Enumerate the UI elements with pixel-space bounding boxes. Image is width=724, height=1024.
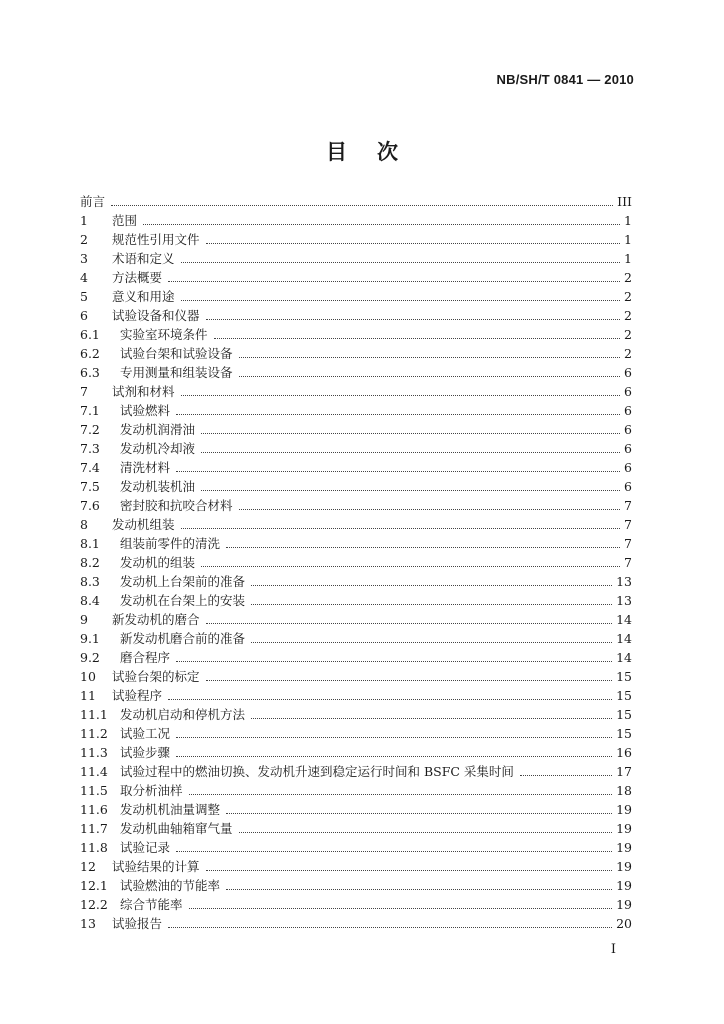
toc-entry-label: 前言 — [80, 194, 106, 209]
toc-entry[interactable] — [80, 382, 632, 401]
toc-leader-dots — [176, 736, 612, 738]
toc-leader-dots — [176, 470, 620, 472]
toc-entry-number: 6.3 — [80, 365, 100, 380]
toc-entry-page: 1 — [624, 213, 632, 228]
toc-entry[interactable] — [80, 363, 632, 382]
toc-entry-number: 7.2 — [80, 422, 100, 437]
toc-entry-page: 2 — [624, 270, 632, 285]
toc-entry-number: 12 — [80, 859, 96, 874]
toc-leader-dots — [189, 793, 613, 795]
toc-entry-page: 6 — [624, 460, 632, 475]
toc-entry-number: 7.5 — [80, 479, 100, 494]
toc-leader-dots — [168, 698, 612, 700]
toc-entry-number: 6 — [80, 308, 88, 323]
toc-leader-dots — [181, 394, 620, 396]
toc-entry[interactable] — [80, 249, 632, 268]
toc-entry[interactable] — [80, 515, 632, 534]
toc-entry-label: 磨合程序 — [120, 650, 171, 665]
toc-leader-dots — [176, 660, 612, 662]
toc-entry-number: 2 — [80, 232, 88, 247]
toc-entry-page: 19 — [616, 802, 632, 817]
toc-entry-label: 试验设备和仪器 — [112, 308, 200, 323]
toc-entry-label: 综合节能率 — [120, 897, 183, 912]
toc-entry-number: 11.1 — [80, 707, 108, 722]
toc-entry[interactable] — [80, 705, 632, 724]
toc-entry-page: 7 — [624, 517, 632, 532]
toc-entry[interactable] — [80, 819, 632, 838]
toc-entry[interactable] — [80, 914, 632, 933]
toc-entry-number: 7.4 — [80, 460, 100, 475]
toc-entry-number: 12.2 — [80, 897, 108, 912]
toc-entry[interactable] — [80, 667, 632, 686]
toc-entry-label: 试验步骤 — [120, 745, 171, 760]
toc-entry[interactable] — [80, 553, 632, 572]
toc-entry-page: 6 — [624, 441, 632, 456]
toc-entry[interactable] — [80, 686, 632, 705]
toc-entry-label: 试验程序 — [112, 688, 163, 703]
toc-entry-label: 密封胶和抗咬合材料 — [120, 498, 233, 513]
toc-entry[interactable] — [80, 743, 632, 762]
toc-leader-dots — [176, 850, 612, 852]
toc-entry-label: 试验结果的计算 — [112, 859, 200, 874]
toc-entry[interactable] — [80, 800, 632, 819]
toc-entry-page: 2 — [624, 308, 632, 323]
toc-leader-dots — [168, 280, 620, 282]
toc-entry[interactable] — [80, 401, 632, 420]
toc-leader-dots — [189, 907, 613, 909]
toc-entry-number: 10 — [80, 669, 96, 684]
toc-entry-label: 发动机冷却液 — [120, 441, 196, 456]
toc-entry-page: 14 — [616, 650, 632, 665]
toc-entry-label: 试验报告 — [112, 916, 163, 931]
toc-entry-page: 17 — [616, 764, 632, 779]
toc-entry-number: 13 — [80, 916, 96, 931]
toc-entry-page: 2 — [624, 289, 632, 304]
toc-entry-label: 术语和定义 — [112, 251, 175, 266]
toc-entry-number: 11.2 — [80, 726, 108, 741]
toc-entry-page: 19 — [616, 840, 632, 855]
toc-entry-number: 7.1 — [80, 403, 100, 418]
toc-entry-label: 新发动机磨合前的准备 — [120, 631, 246, 646]
toc-entry-label: 试验记录 — [120, 840, 171, 855]
toc-entry-label: 试验工况 — [120, 726, 171, 741]
toc-leader-dots — [143, 223, 620, 225]
toc-leader-dots — [201, 489, 620, 491]
toc-leader-dots — [226, 546, 620, 548]
toc-entry-label: 发动机润滑油 — [120, 422, 196, 437]
toc-entry-page: 19 — [616, 821, 632, 836]
toc-entry-label: 试验燃油的节能率 — [120, 878, 221, 893]
toc-leader-dots — [206, 318, 620, 320]
toc-entry[interactable] — [80, 610, 632, 629]
toc-leader-dots — [206, 622, 613, 624]
toc-entry-label: 发动机机油量调整 — [120, 802, 221, 817]
toc-entry-page: 14 — [616, 631, 632, 646]
toc-entry-page: 6 — [624, 403, 632, 418]
toc-entry-label: 清洗材料 — [120, 460, 171, 475]
toc-entry-page: 6 — [624, 479, 632, 494]
toc-entry-page: 6 — [624, 365, 632, 380]
toc-leader-dots — [214, 337, 620, 339]
toc-entry[interactable] — [80, 762, 632, 781]
toc-entry-label: 发动机启动和停机方法 — [120, 707, 246, 722]
toc-entry-label: 试验台架和试验设备 — [120, 346, 233, 361]
toc-leader-dots — [251, 584, 612, 586]
toc-entry[interactable] — [80, 857, 632, 876]
toc-entry[interactable] — [80, 534, 632, 553]
toc-entry[interactable] — [80, 895, 632, 914]
toc-leader-dots — [251, 641, 612, 643]
toc-entry-label: 试验过程中的燃油切换、发动机升速到稳定运行时间和 BSFC 采集时间 — [120, 764, 514, 779]
toc-entry-number: 4 — [80, 270, 88, 285]
toc-entry-label: 规范性引用文件 — [112, 232, 200, 247]
toc-entry[interactable] — [80, 591, 632, 610]
toc-entry-number: 8.1 — [80, 536, 100, 551]
toc-leader-dots — [201, 432, 620, 434]
toc-entry-page: 19 — [616, 859, 632, 874]
toc-entry-number: 11.3 — [80, 745, 108, 760]
toc-entry-page: 15 — [616, 707, 632, 722]
toc-entry-number: 8.2 — [80, 555, 100, 570]
toc-entry[interactable] — [80, 420, 632, 439]
toc-leader-dots — [251, 717, 612, 719]
toc-entry-page: III — [617, 194, 632, 209]
toc-entry-number: 6.2 — [80, 346, 100, 361]
toc-entry-number: 8.4 — [80, 593, 100, 608]
toc-entry-page: 19 — [616, 897, 632, 912]
toc-entry-page: 2 — [624, 346, 632, 361]
toc-entry-page: 16 — [616, 745, 632, 760]
toc-entry-page: 6 — [624, 384, 632, 399]
toc-entry[interactable] — [80, 287, 632, 306]
toc-entry-number: 11.7 — [80, 821, 108, 836]
toc-entry[interactable] — [80, 268, 632, 287]
toc-leader-dots — [181, 299, 620, 301]
toc-entry-number: 9 — [80, 612, 88, 627]
toc-entry-label: 发动机上台架前的准备 — [120, 574, 246, 589]
toc-entry[interactable] — [80, 211, 632, 230]
toc-entry[interactable] — [80, 344, 632, 363]
toc-leader-dots — [176, 755, 612, 757]
toc-leader-dots — [226, 812, 612, 814]
toc-entry-page: 13 — [616, 574, 632, 589]
toc-leader-dots — [226, 888, 612, 890]
toc-entry-number: 11 — [80, 688, 96, 703]
toc-entry-page: 1 — [624, 251, 632, 266]
toc-entry-page: 14 — [616, 612, 632, 627]
toc-entry-page: 15 — [616, 688, 632, 703]
toc-entry-number: 11.4 — [80, 764, 108, 779]
toc-entry[interactable] — [80, 230, 632, 249]
toc-entry[interactable] — [80, 325, 632, 344]
toc-entry[interactable] — [80, 458, 632, 477]
toc-leader-dots — [181, 261, 620, 263]
toc-entry-label: 试验台架的标定 — [112, 669, 200, 684]
toc-leader-dots — [111, 204, 613, 206]
toc-entry-label: 发动机曲轴箱窜气量 — [120, 821, 233, 836]
toc-entry-label: 范围 — [112, 213, 138, 228]
toc-entry[interactable] — [80, 477, 632, 496]
toc-entry-page: 18 — [616, 783, 632, 798]
toc-entry-label: 组装前零件的清洗 — [120, 536, 221, 551]
toc-entry[interactable] — [80, 439, 632, 458]
toc-entry-page: 2 — [624, 327, 632, 342]
toc-entry[interactable] — [80, 781, 632, 800]
toc-entry-label: 方法概要 — [112, 270, 163, 285]
toc-entry-number: 9.1 — [80, 631, 100, 646]
toc-entry-number: 3 — [80, 251, 88, 266]
toc-entry-page: 13 — [616, 593, 632, 608]
toc-entry-number: 11.5 — [80, 783, 108, 798]
toc-entry-page: 20 — [616, 916, 632, 931]
toc-entry-label: 新发动机的磨合 — [112, 612, 200, 627]
toc-entry-label: 专用测量和组装设备 — [120, 365, 233, 380]
toc-entry-number: 1 — [80, 213, 88, 228]
toc-entry[interactable] — [80, 838, 632, 857]
toc-entry-number: 7.6 — [80, 498, 100, 513]
toc-entry-page: 19 — [616, 878, 632, 893]
page-number: I — [610, 942, 616, 957]
toc-entry-number: 7 — [80, 384, 88, 399]
toc-entry[interactable] — [80, 306, 632, 325]
toc-entry-page: 1 — [624, 232, 632, 247]
toc-leader-dots — [181, 527, 620, 529]
toc-entry-number: 5 — [80, 289, 88, 304]
toc-leader-dots — [239, 831, 613, 833]
toc-entry-number: 6.1 — [80, 327, 100, 342]
toc-entry-label: 意义和用途 — [112, 289, 175, 304]
toc-entry-number: 8 — [80, 517, 88, 532]
toc-entry-page: 15 — [616, 669, 632, 684]
toc-entry-page: 7 — [624, 536, 632, 551]
toc-leader-dots — [239, 375, 620, 377]
toc-entry-label: 试验燃料 — [120, 403, 171, 418]
toc-entry-label: 发动机组装 — [112, 517, 175, 532]
toc-entry-number: 11.6 — [80, 802, 108, 817]
toc-leader-dots — [520, 774, 612, 776]
toc-entry-label: 实验室环境条件 — [120, 327, 208, 342]
toc-entry-number: 11.8 — [80, 840, 108, 855]
toc-entry-label: 取分析油样 — [120, 783, 183, 798]
toc-entry-page: 15 — [616, 726, 632, 741]
toc-leader-dots — [176, 413, 620, 415]
toc-entry-label: 试剂和材料 — [112, 384, 175, 399]
toc-leader-dots — [168, 926, 612, 928]
table-of-contents — [80, 192, 632, 933]
toc-entry-number: 9.2 — [80, 650, 100, 665]
toc-leader-dots — [201, 565, 620, 567]
toc-entry[interactable] — [80, 648, 632, 667]
toc-leader-dots — [251, 603, 612, 605]
toc-entry-page: 7 — [624, 498, 632, 513]
toc-leader-dots — [239, 356, 620, 358]
toc-entry-page: 7 — [624, 555, 632, 570]
toc-entry-number: 7.3 — [80, 441, 100, 456]
toc-entry-page: 6 — [624, 422, 632, 437]
toc-entry[interactable] — [80, 496, 632, 515]
toc-leader-dots — [239, 508, 620, 510]
toc-entry[interactable] — [80, 629, 632, 648]
toc-leader-dots — [206, 679, 613, 681]
toc-entry[interactable] — [80, 572, 632, 591]
toc-entry-label: 发动机的组装 — [120, 555, 196, 570]
toc-entry-number: 12.1 — [80, 878, 108, 893]
page-title: 目次 — [326, 140, 428, 164]
toc-leader-dots — [201, 451, 620, 453]
standard-code: NB/SH/T 0841 — 2010 — [496, 72, 634, 87]
toc-entry[interactable] — [80, 724, 632, 743]
toc-entry[interactable] — [80, 192, 632, 211]
toc-leader-dots — [206, 869, 613, 871]
toc-entry-label: 发动机装机油 — [120, 479, 196, 494]
toc-entry[interactable] — [80, 876, 632, 895]
toc-leader-dots — [206, 242, 620, 244]
toc-entry-label: 发动机在台架上的安装 — [120, 593, 246, 608]
toc-entry-number: 8.3 — [80, 574, 100, 589]
